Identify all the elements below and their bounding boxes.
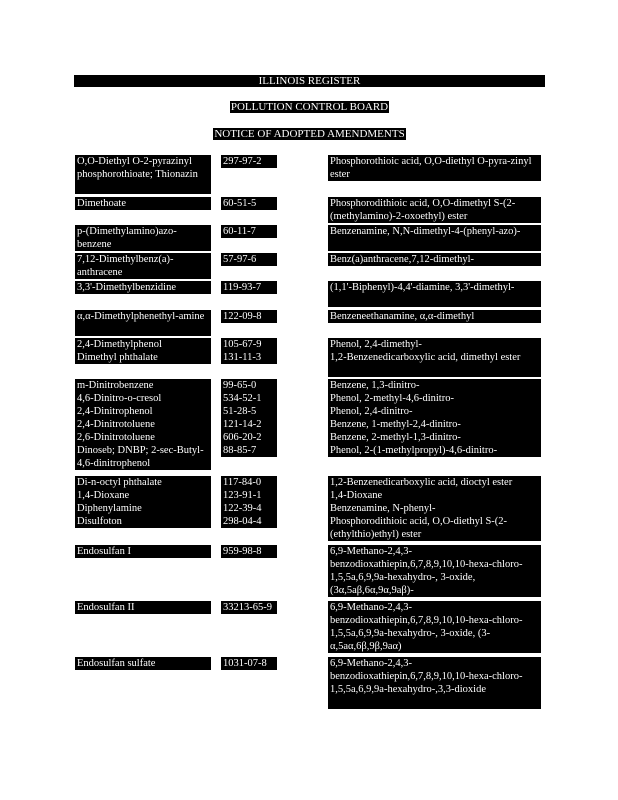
index-synonym: Phenol, 2-(1-methylpropyl)-4,6-dinitro-: [328, 444, 541, 457]
cas-number: 105-67-9: [221, 338, 277, 351]
chemical-name: 2,4-Dinitrotoluene: [75, 418, 211, 431]
cas-number: 959-98-8: [221, 545, 277, 558]
cas-number: 1031-07-8: [221, 657, 277, 670]
chemical-name: Endosulfan I: [75, 545, 211, 558]
index-synonym: Benzenamine, N,N-dimethyl-4-(phenyl-azo)-: [328, 225, 541, 251]
chemical-name: Dimethoate: [75, 197, 211, 210]
chemical-name: 2,4-Dinitrophenol: [75, 405, 211, 418]
index-synonym: 6,9-Methano-2,4,3-benzodioxathiepin,6,7,8,9,10,10-hexa-chloro-1,5,5a,6,9,9a-hexahydro-,3,3-dioxide: [328, 657, 541, 709]
index-synonym: Benzene, 1,3-dinitro-: [328, 379, 541, 392]
chemical-name: p-(Dimethylamino)azo-benzene: [75, 225, 211, 251]
index-synonym: Benzenamine, N-phenyl-: [328, 502, 541, 515]
chemical-name: α,α-Dimethylphenethyl-amine: [75, 310, 211, 336]
cas-number: 119-93-7: [221, 281, 277, 294]
cas-number: 60-11-7: [221, 225, 277, 238]
chemical-name: O,O-Diethyl O-2-pyrazinyl phosphorothioate; Thionazin: [75, 155, 211, 194]
chemical-name: 7,12-Dimethylbenz(a)-anthracene: [75, 253, 211, 279]
index-synonym: Phosphorothioic acid, O,O-diethyl O-pyra-zinyl ester: [328, 155, 541, 181]
index-synonym: 1,2-Benzenedicarboxylic acid, dimethyl ester: [328, 351, 541, 377]
cas-number: 122-09-8: [221, 310, 277, 323]
index-synonym: Phenol, 2,4-dinitro-: [328, 405, 541, 418]
index-synonym: Benzene, 1-methyl-2,4-dinitro-: [328, 418, 541, 431]
cas-number: 33213-65-9: [221, 601, 277, 614]
chemical-name: 1,4-Dioxane: [75, 489, 211, 502]
cas-number: 121-14-2: [221, 418, 277, 431]
chemical-name: Endosulfan II: [75, 601, 211, 614]
chemical-name: 3,3'-Dimethylbenzidine: [75, 281, 211, 294]
notice-title-text: NOTICE OF ADOPTED AMENDMENTS: [214, 128, 405, 140]
cas-number: 606-20-2: [221, 431, 277, 444]
board-title-text: POLLUTION CONTROL BOARD: [230, 101, 389, 113]
cas-number: 57-97-6: [221, 253, 277, 266]
index-synonym: Phosphorodithioic acid, O,O-dimethyl S-(2-(methylamino)-2-oxoethyl) ester: [328, 197, 541, 223]
cas-number: 297-97-2: [221, 155, 277, 168]
cas-number: 51-28-5: [221, 405, 277, 418]
chemical-name: Endosulfan sulfate: [75, 657, 211, 670]
chemical-name: Dimethyl phthalate: [75, 351, 211, 364]
chemical-name: Di-n-octyl phthalate: [75, 476, 211, 489]
index-synonym: (1,1'-Biphenyl)-4,4'-diamine, 3,3'-dimethyl-: [328, 281, 541, 307]
chemical-name: m-Dinitrobenzene: [75, 379, 211, 392]
cas-number: 88-85-7: [221, 444, 277, 457]
index-synonym: Phenol, 2-methyl-4,6-dinitro-: [328, 392, 541, 405]
index-synonym: 6,9-Methano-2,4,3-benzodioxathiepin,6,7,8,9,10,10-hexa-chloro-1,5,5a,6,9,9a-hexahydro-, 3-oxide, (3-α,5aα,6β,9β,9aα): [328, 601, 541, 653]
cas-number: 117-84-0: [221, 476, 277, 489]
index-synonym: Phosphorodithioic acid, O,O-diethyl S-(2-(ethylthio)ethyl) ester: [328, 515, 541, 541]
chemical-name: Disulfoton: [75, 515, 211, 528]
index-synonym: Benzeneethanamine, α,α-dimethyl: [328, 310, 541, 323]
index-synonym: Phenol, 2,4-dimethyl-: [328, 338, 541, 351]
register-title: ILLINOIS REGISTER: [74, 75, 545, 87]
cas-number: 298-04-4: [221, 515, 277, 528]
chemical-name: 2,4-Dimethylphenol: [75, 338, 211, 351]
cas-number: 60-51-5: [221, 197, 277, 210]
chemical-name: Dinoseb; DNBP; 2-sec-Butyl-4,6-dinitrophenol: [75, 444, 211, 470]
index-synonym: 1,2-Benzenedicarboxylic acid, dioctyl ester: [328, 476, 541, 489]
chemical-name: Diphenylamine: [75, 502, 211, 515]
cas-number: 534-52-1: [221, 392, 277, 405]
index-synonym: 1,4-Dioxane: [328, 489, 541, 502]
chemical-name: 2,6-Dinitrotoluene: [75, 431, 211, 444]
index-synonym: Benzene, 2-methyl-1,3-dinitro-: [328, 431, 541, 444]
cas-number: 122-39-4: [221, 502, 277, 515]
cas-number: 131-11-3: [221, 351, 277, 364]
cas-number: 99-65-0: [221, 379, 277, 392]
cas-number: 123-91-1: [221, 489, 277, 502]
index-synonym: Benz(a)anthracene,7,12-dimethyl-: [328, 253, 541, 266]
index-synonym: 6,9-Methano-2,4,3-benzodioxathiepin,6,7,8,9,10,10-hexa-chloro-1,5,5a,6,9,9a-hexahydro-, 3-oxide, (3α,5aβ,6α,9α,9aβ)-: [328, 545, 541, 597]
chemical-name: 4,6-Dinitro-o-cresol: [75, 392, 211, 405]
